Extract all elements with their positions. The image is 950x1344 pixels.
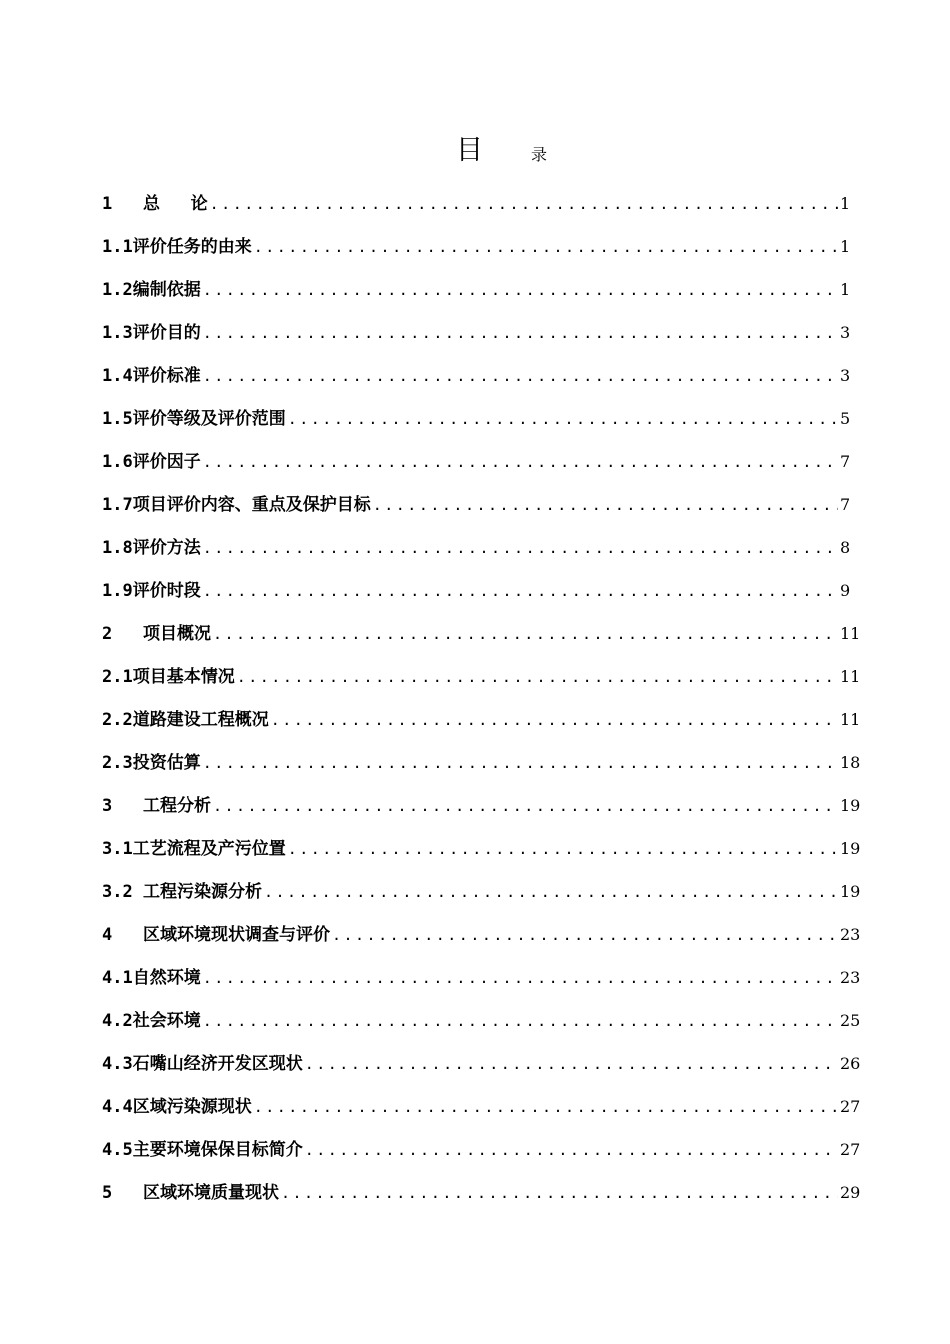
toc-entry-page: 7 xyxy=(840,452,851,471)
toc-entry[interactable] xyxy=(102,190,851,233)
title-sub-char: 录 xyxy=(531,145,548,164)
toc-title xyxy=(0,134,950,174)
toc-entry-page: 8 xyxy=(840,538,851,557)
toc-leader-dots xyxy=(203,448,838,476)
toc-entry-label: 1.4评价标准 xyxy=(102,366,201,386)
toc-entry[interactable] xyxy=(102,405,851,448)
toc-entry-page: 9 xyxy=(840,581,851,600)
toc-entry[interactable] xyxy=(102,448,851,491)
toc-entry-page: 1 xyxy=(840,237,851,256)
toc-leader-dots xyxy=(203,319,838,347)
toc-entry-label: 4.2社会环境 xyxy=(102,1011,201,1031)
toc-leader-dots xyxy=(271,706,838,734)
toc-entry[interactable] xyxy=(102,706,861,749)
toc-leader-dots xyxy=(373,491,838,519)
toc-leader-dots xyxy=(254,1093,838,1121)
toc-entry[interactable] xyxy=(102,233,851,276)
toc-entry-page: 1 xyxy=(840,280,851,299)
toc-leader-dots xyxy=(305,1050,838,1078)
toc-entry-label: 4 区域环境现状调查与评价 xyxy=(102,925,330,945)
toc-entry-page: 7 xyxy=(840,495,851,514)
toc-leader-dots xyxy=(254,233,838,261)
toc-entry[interactable] xyxy=(102,577,851,620)
toc-entry-page: 11 xyxy=(840,667,861,686)
toc-entry-label: 1.7项目评价内容、重点及保护目标 xyxy=(102,495,371,515)
toc-entry[interactable] xyxy=(102,964,861,1007)
toc-entry-page: 23 xyxy=(840,968,861,987)
toc-entry[interactable] xyxy=(102,792,861,835)
toc-entry-label: 4.5主要环境保保目标简介 xyxy=(102,1140,303,1160)
toc-entry-label: 1.1评价任务的由来 xyxy=(102,237,252,257)
toc-entry-label: 4.3石嘴山经济开发区现状 xyxy=(102,1054,303,1074)
toc-entry[interactable] xyxy=(102,1093,861,1136)
toc-leader-dots xyxy=(305,1136,838,1164)
toc-leader-dots xyxy=(203,534,838,562)
toc-entry-label: 2.3投资估算 xyxy=(102,753,201,773)
toc-entry-page: 3 xyxy=(840,323,851,342)
toc-entry-page: 25 xyxy=(840,1011,861,1030)
toc-entry-label: 2 项目概况 xyxy=(102,624,211,644)
toc-entry-label: 1.2编制依据 xyxy=(102,280,201,300)
table-of-contents xyxy=(102,190,861,1222)
toc-leader-dots xyxy=(203,964,838,992)
toc-entry[interactable] xyxy=(102,1007,861,1050)
toc-entry-label: 1.9评价时段 xyxy=(102,581,201,601)
toc-entry-page: 3 xyxy=(840,366,851,385)
toc-entry[interactable] xyxy=(102,835,861,878)
toc-entry[interactable] xyxy=(102,1050,861,1093)
toc-entry-label: 3.2 工程污染源分析 xyxy=(102,882,262,902)
toc-entry-label: 1.3评价目的 xyxy=(102,323,201,343)
toc-entry[interactable] xyxy=(102,1136,861,1179)
toc-entry-page: 1 xyxy=(840,194,851,213)
toc-entry[interactable] xyxy=(102,276,851,319)
toc-entry-label: 2.2道路建设工程概况 xyxy=(102,710,269,730)
toc-entry-page: 19 xyxy=(840,882,861,901)
toc-entry-page: 19 xyxy=(840,839,861,858)
toc-entry[interactable] xyxy=(102,620,861,663)
toc-leader-dots xyxy=(203,577,838,605)
toc-entry[interactable] xyxy=(102,534,851,577)
toc-entry-label: 1.5评价等级及评价范围 xyxy=(102,409,286,429)
toc-leader-dots xyxy=(332,921,838,949)
toc-entry-label: 5 区域环境质量现状 xyxy=(102,1183,279,1203)
toc-entry[interactable] xyxy=(102,921,861,964)
toc-leader-dots xyxy=(203,362,838,390)
toc-entry[interactable] xyxy=(102,1179,861,1222)
toc-leader-dots xyxy=(203,749,838,777)
toc-entry-label: 1 总 论 xyxy=(102,194,208,214)
toc-leader-dots xyxy=(288,405,838,433)
toc-entry-page: 23 xyxy=(840,925,861,944)
toc-entry-label: 4.1自然环境 xyxy=(102,968,201,988)
toc-entry-label: 1.6评价因子 xyxy=(102,452,201,472)
toc-entry-page: 11 xyxy=(840,624,861,643)
toc-entry-label: 4.4区域污染源现状 xyxy=(102,1097,252,1117)
toc-leader-dots xyxy=(210,190,838,218)
toc-entry[interactable] xyxy=(102,749,861,792)
title-main-char: 目 xyxy=(456,135,483,166)
toc-entry-page: 11 xyxy=(840,710,861,729)
toc-entry-page: 29 xyxy=(840,1183,861,1202)
toc-leader-dots xyxy=(213,620,838,648)
toc-leader-dots xyxy=(203,276,838,304)
toc-entry-page: 26 xyxy=(840,1054,861,1073)
toc-entry-page: 18 xyxy=(840,753,861,772)
toc-entry-page: 19 xyxy=(840,796,861,815)
toc-entry[interactable] xyxy=(102,663,861,706)
toc-entry[interactable] xyxy=(102,362,851,405)
toc-leader-dots xyxy=(281,1179,838,1207)
toc-entry[interactable] xyxy=(102,878,861,921)
toc-entry-page: 27 xyxy=(840,1140,861,1159)
toc-entry[interactable] xyxy=(102,319,851,362)
toc-entry-label: 3.1工艺流程及产污位置 xyxy=(102,839,286,859)
toc-leader-dots xyxy=(264,878,838,906)
toc-entry-page: 5 xyxy=(840,409,851,428)
toc-leader-dots xyxy=(237,663,838,691)
toc-entry-label: 2.1项目基本情况 xyxy=(102,667,235,687)
toc-entry-page: 27 xyxy=(840,1097,861,1116)
toc-entry-label: 1.8评价方法 xyxy=(102,538,201,558)
toc-entry[interactable] xyxy=(102,491,851,534)
toc-entry-label: 3 工程分析 xyxy=(102,796,211,816)
toc-leader-dots xyxy=(213,792,838,820)
toc-leader-dots xyxy=(203,1007,838,1035)
toc-leader-dots xyxy=(288,835,838,863)
